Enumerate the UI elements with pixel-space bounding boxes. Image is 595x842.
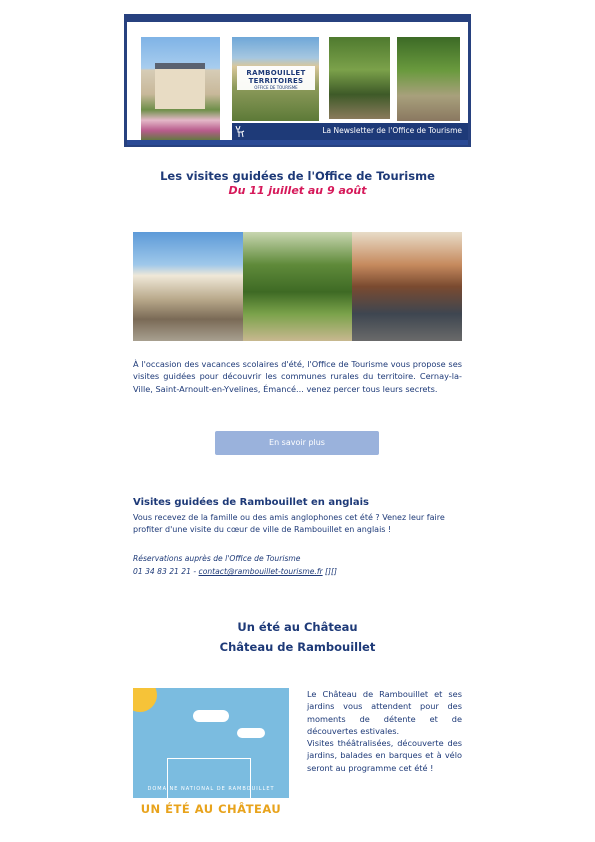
section-dates: Du 11 juillet au 9 août bbox=[228, 184, 367, 197]
section-subtitle-chateau: Château de Rambouillet bbox=[219, 640, 376, 654]
section-title-ete-chateau: Un été au Château bbox=[237, 620, 358, 634]
chateau-paragraph-1: Le Château de Rambouillet et ses jardins vous attendent pour des moments de détente et de découvertes estivales. bbox=[307, 689, 462, 736]
poster-title: UN ÉTÉ AU CHÂTEAU bbox=[140, 802, 282, 816]
sun-icon bbox=[133, 688, 157, 712]
section-title-english-tours: Visites guidées de Rambouillet en anglais bbox=[133, 497, 369, 508]
village-square-photo bbox=[133, 232, 243, 341]
castle-sketch bbox=[167, 758, 251, 802]
rambouillet-logo: RAMBOUILLET TERRITOIRES OFFICE DE TOURISME bbox=[237, 66, 315, 90]
castle-photo bbox=[141, 37, 220, 141]
newsletter-banner bbox=[124, 14, 471, 147]
english-tours-description: Vous recevez de la famille ou des amis anglophones cet été ? Venez leur faire profiter d'une visite du cœur de ville de Rambouillet en anglais ! bbox=[133, 513, 445, 535]
cloud-icon bbox=[237, 728, 265, 738]
banner-bottom-strip bbox=[127, 140, 468, 145]
ete-au-chateau-poster bbox=[133, 688, 289, 823]
visites-description: À l'occasion des vacances scolaires d'été, l'Office de Tourisme vous propose ses visites guidées pour découvrir les communes rurales du territoire. Cernay-la-Ville, Saint-Arnoult-en-Yvelines, Émancé... venez percer tous leurs secrets. bbox=[133, 359, 462, 394]
chateau-paragraph-2: Visites théâtralisées, découverte des jardins, balades en barques et à vélo seront au programme cet été ! bbox=[307, 738, 462, 773]
poster-subtitle: DOMAINE NATIONAL DE RAMBOUILLET bbox=[147, 786, 275, 792]
section-title-visites: Les visites guidées de l'Office de Tourisme bbox=[160, 169, 435, 183]
deer-icon bbox=[230, 123, 250, 140]
contact-trailing: [][] bbox=[322, 567, 337, 576]
newsletter-tagline: La Newsletter de l'Office de Tourisme bbox=[322, 126, 462, 135]
forest-path-photo bbox=[243, 232, 352, 341]
chateau-description bbox=[307, 688, 462, 774]
contact-email-link[interactable]: contact@rambouillet-tourisme.fr bbox=[198, 567, 323, 576]
reservation-note: Réservations auprès de l'Office de Tourisme bbox=[133, 554, 301, 563]
contact-line bbox=[133, 567, 337, 576]
contact-phone: 01 34 83 21 21 - bbox=[133, 567, 199, 576]
hikers-photo bbox=[397, 37, 460, 121]
musicians-photo bbox=[329, 37, 390, 119]
interior-visit-photo bbox=[352, 232, 462, 341]
banner-photo-area bbox=[127, 22, 468, 140]
cloud-icon bbox=[193, 710, 229, 722]
en-savoir-plus-button[interactable]: En savoir plus bbox=[215, 431, 379, 455]
